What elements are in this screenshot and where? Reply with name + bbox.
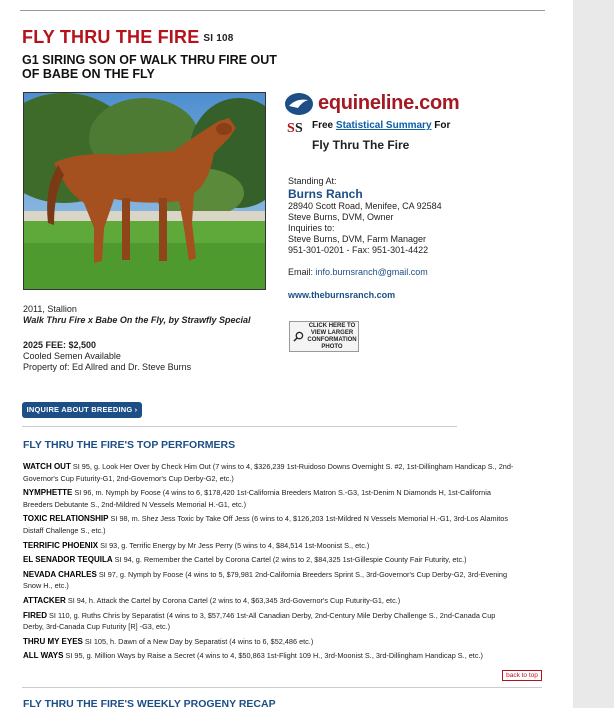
stud-fee: 2025 FEE: $2,500: [23, 340, 97, 350]
performer-name: NYMPHETTE: [23, 488, 73, 498]
statistical-summary-line: [312, 120, 450, 131]
performer-name: TOXIC RELATIONSHIP: [23, 514, 109, 524]
phone-line: 951-301-0201 - Fax: 951-301-4422: [288, 245, 429, 255]
performer-detail: SI 94, h. Attack the Cartel by Corona Cartel (2 wins to 4, $63,345 3rd-Governor's Cup Futurity-G1, etc.): [67, 595, 401, 605]
performer-row: [23, 461, 518, 484]
performer-row: [23, 650, 518, 662]
statistical-summary-link[interactable]: Statistical Summary: [335, 120, 432, 131]
standing-info: [288, 176, 442, 256]
for-label: For: [434, 120, 451, 131]
performer-row: [23, 610, 518, 633]
performer-row: [23, 595, 518, 607]
year-sex: 2011, Stallion: [23, 304, 77, 314]
performer-detail: SI 96, m. Nymph by Foose (4 wins to 6, $178,420 1st-California Breeders Matron S.-G3, 1st-Denim N Diamonds H, 1st-California Breeders Debutante S., 2nd-Mildred N Vessels Memorial H.-G1, etc.): [23, 488, 491, 509]
inquiries-label: Inquiries to:: [288, 223, 335, 233]
email-label: Email:: [288, 267, 314, 277]
email-row: [288, 267, 428, 277]
conformation-photo-button[interactable]: [289, 321, 359, 352]
conformation-button-label: CLICK HERE TO VIEW LARGER CONFORMATION PHOTO: [307, 322, 357, 350]
performer-row: [23, 540, 518, 552]
manager-line: Steve Burns, DVM, Farm Manager: [288, 234, 427, 244]
website-link[interactable]: www.theburnsranch.com: [288, 290, 396, 300]
performer-detail: SI 105, h. Dawn of a New Day by Separatist (4 wins to 6, $52,486 etc.): [84, 636, 314, 646]
magnifier-icon: [293, 331, 304, 342]
speed-index: SI 108: [203, 33, 234, 44]
performer-name: THRU MY EYES: [23, 636, 83, 646]
pedigree-line: Walk Thru Fire x Babe On the Fly, by Strawfly Special: [23, 315, 251, 325]
performer-name: ALL WAYS: [23, 651, 64, 661]
equineline-logo[interactable]: [284, 92, 464, 118]
free-label: Free: [312, 120, 334, 131]
top-performers-list: [23, 461, 518, 665]
performer-row: [23, 569, 518, 592]
email-link[interactable]: info.burnsranch@gmail.com: [315, 267, 428, 277]
brand-suffix: .com: [413, 92, 460, 114]
headline: G1 SIRING SON OF WALK THRU FIRE OUT OF BABE ON THE FLY: [22, 53, 277, 81]
performer-name: ATTACKER: [23, 595, 66, 605]
svg-text:S: S: [295, 121, 303, 135]
performer-detail: SI 94, g. Remember the Cartel by Corona Cartel (2 wins to 2, $84,325 1st-Gillespie County Fair Futurity, etc.): [114, 555, 467, 565]
performer-name: FIRED: [23, 610, 47, 620]
owner-line: Steve Burns, DVM, Owner: [288, 212, 394, 222]
performer-detail: SI 97, g. Nymph by Foose (4 wins to 5, $79,981 2nd-California Breeders Sprint S., 3rd-Governor's Cup Derby-G2, 3rd-Evening Snow H., etc.): [23, 569, 507, 591]
page-title: FLY THRU THE FIRE SI 108: [22, 27, 234, 47]
top-performers-heading: FLY THRU THE FIRE'S TOP PERFORMERS: [23, 439, 236, 451]
ranch-name[interactable]: Burns Ranch: [288, 187, 363, 201]
performer-row: [23, 513, 518, 536]
inquire-about-breeding-button[interactable]: INQUIRE ABOUT BREEDING ›: [22, 402, 142, 418]
ranch-address: 28940 Scott Road, Menifee, CA 92584: [288, 201, 442, 211]
right-sidebar: [573, 0, 614, 708]
performer-row: [23, 636, 518, 648]
stallion-photo[interactable]: [23, 92, 266, 290]
performer-name: TERRIFIC PHOENIX: [23, 540, 99, 550]
performer-detail: SI 110, g. Ruths Chris by Separatist (4 wins to 3, $57,746 1st-All Canadian Derby, 2nd-Century Mile Derby Challenge S., 2nd-Canada Cup Derby, 3rd-Canada Cup Futurity [R] -G3, etc.): [23, 610, 496, 632]
standing-label: Standing At:: [288, 176, 337, 186]
section-divider-2: [22, 687, 542, 688]
horse-photo-image: [24, 93, 265, 289]
svg-text:S: S: [287, 121, 295, 135]
brand-name: equineline: [318, 92, 414, 114]
top-divider: [20, 10, 545, 11]
performer-row: [23, 554, 518, 566]
owners-line: Property of: Ed Allred and Dr. Steve Burns: [23, 362, 192, 372]
weekly-recap-heading: FLY THRU THE FIRE'S WEEKLY PROGENY RECAP: [23, 698, 276, 710]
semen-availability: Cooled Semen Available: [23, 351, 121, 361]
section-divider: [22, 426, 457, 427]
ss-logo-icon: [287, 119, 309, 140]
performer-detail: SI 95, g. Million Ways by Raise a Secret (4 wins to 4, $50,863 1st-Flight 109 H., 3rd-Moonist S., 3rd-Dillingham Handicap S., etc.): [65, 651, 483, 661]
statistical-summary-horse: Fly Thru The Fire: [312, 138, 410, 152]
performer-row: [23, 487, 518, 510]
back-to-top-link[interactable]: back to top: [502, 670, 542, 681]
performer-detail: SI 95, g. Look Her Over by Check Him Out (7 wins to 4, $326,239 1st-Ruidoso Downs Overnight S. #2, 1st-Dillingham Handicap S., 2nd-Governor's Cup Futurity-G1, 2nd-Governor's Cup Derby-G2, etc.): [23, 462, 514, 483]
performer-name: EL SENADOR TEQUILA: [23, 555, 113, 565]
performer-detail: SI 93, g. Terrific Energy by Mr Jess Perry (5 wins to 4, $84,514 1st-Moonist S., etc.): [100, 540, 370, 550]
equineline-horse-icon: [284, 92, 314, 116]
performer-detail: SI 98, m. Shez Jess Toxic by Take Off Jess (6 wins to 4, $126,203 1st-Mildred N Vessels Memorial H.-G1, 3rd-Los Alamitos Distaff Challenge S., etc.): [23, 514, 508, 535]
performer-name: WATCH OUT: [23, 462, 71, 471]
stallion-details: [23, 304, 251, 373]
performer-name: NEVADA CHARLES: [23, 569, 97, 579]
